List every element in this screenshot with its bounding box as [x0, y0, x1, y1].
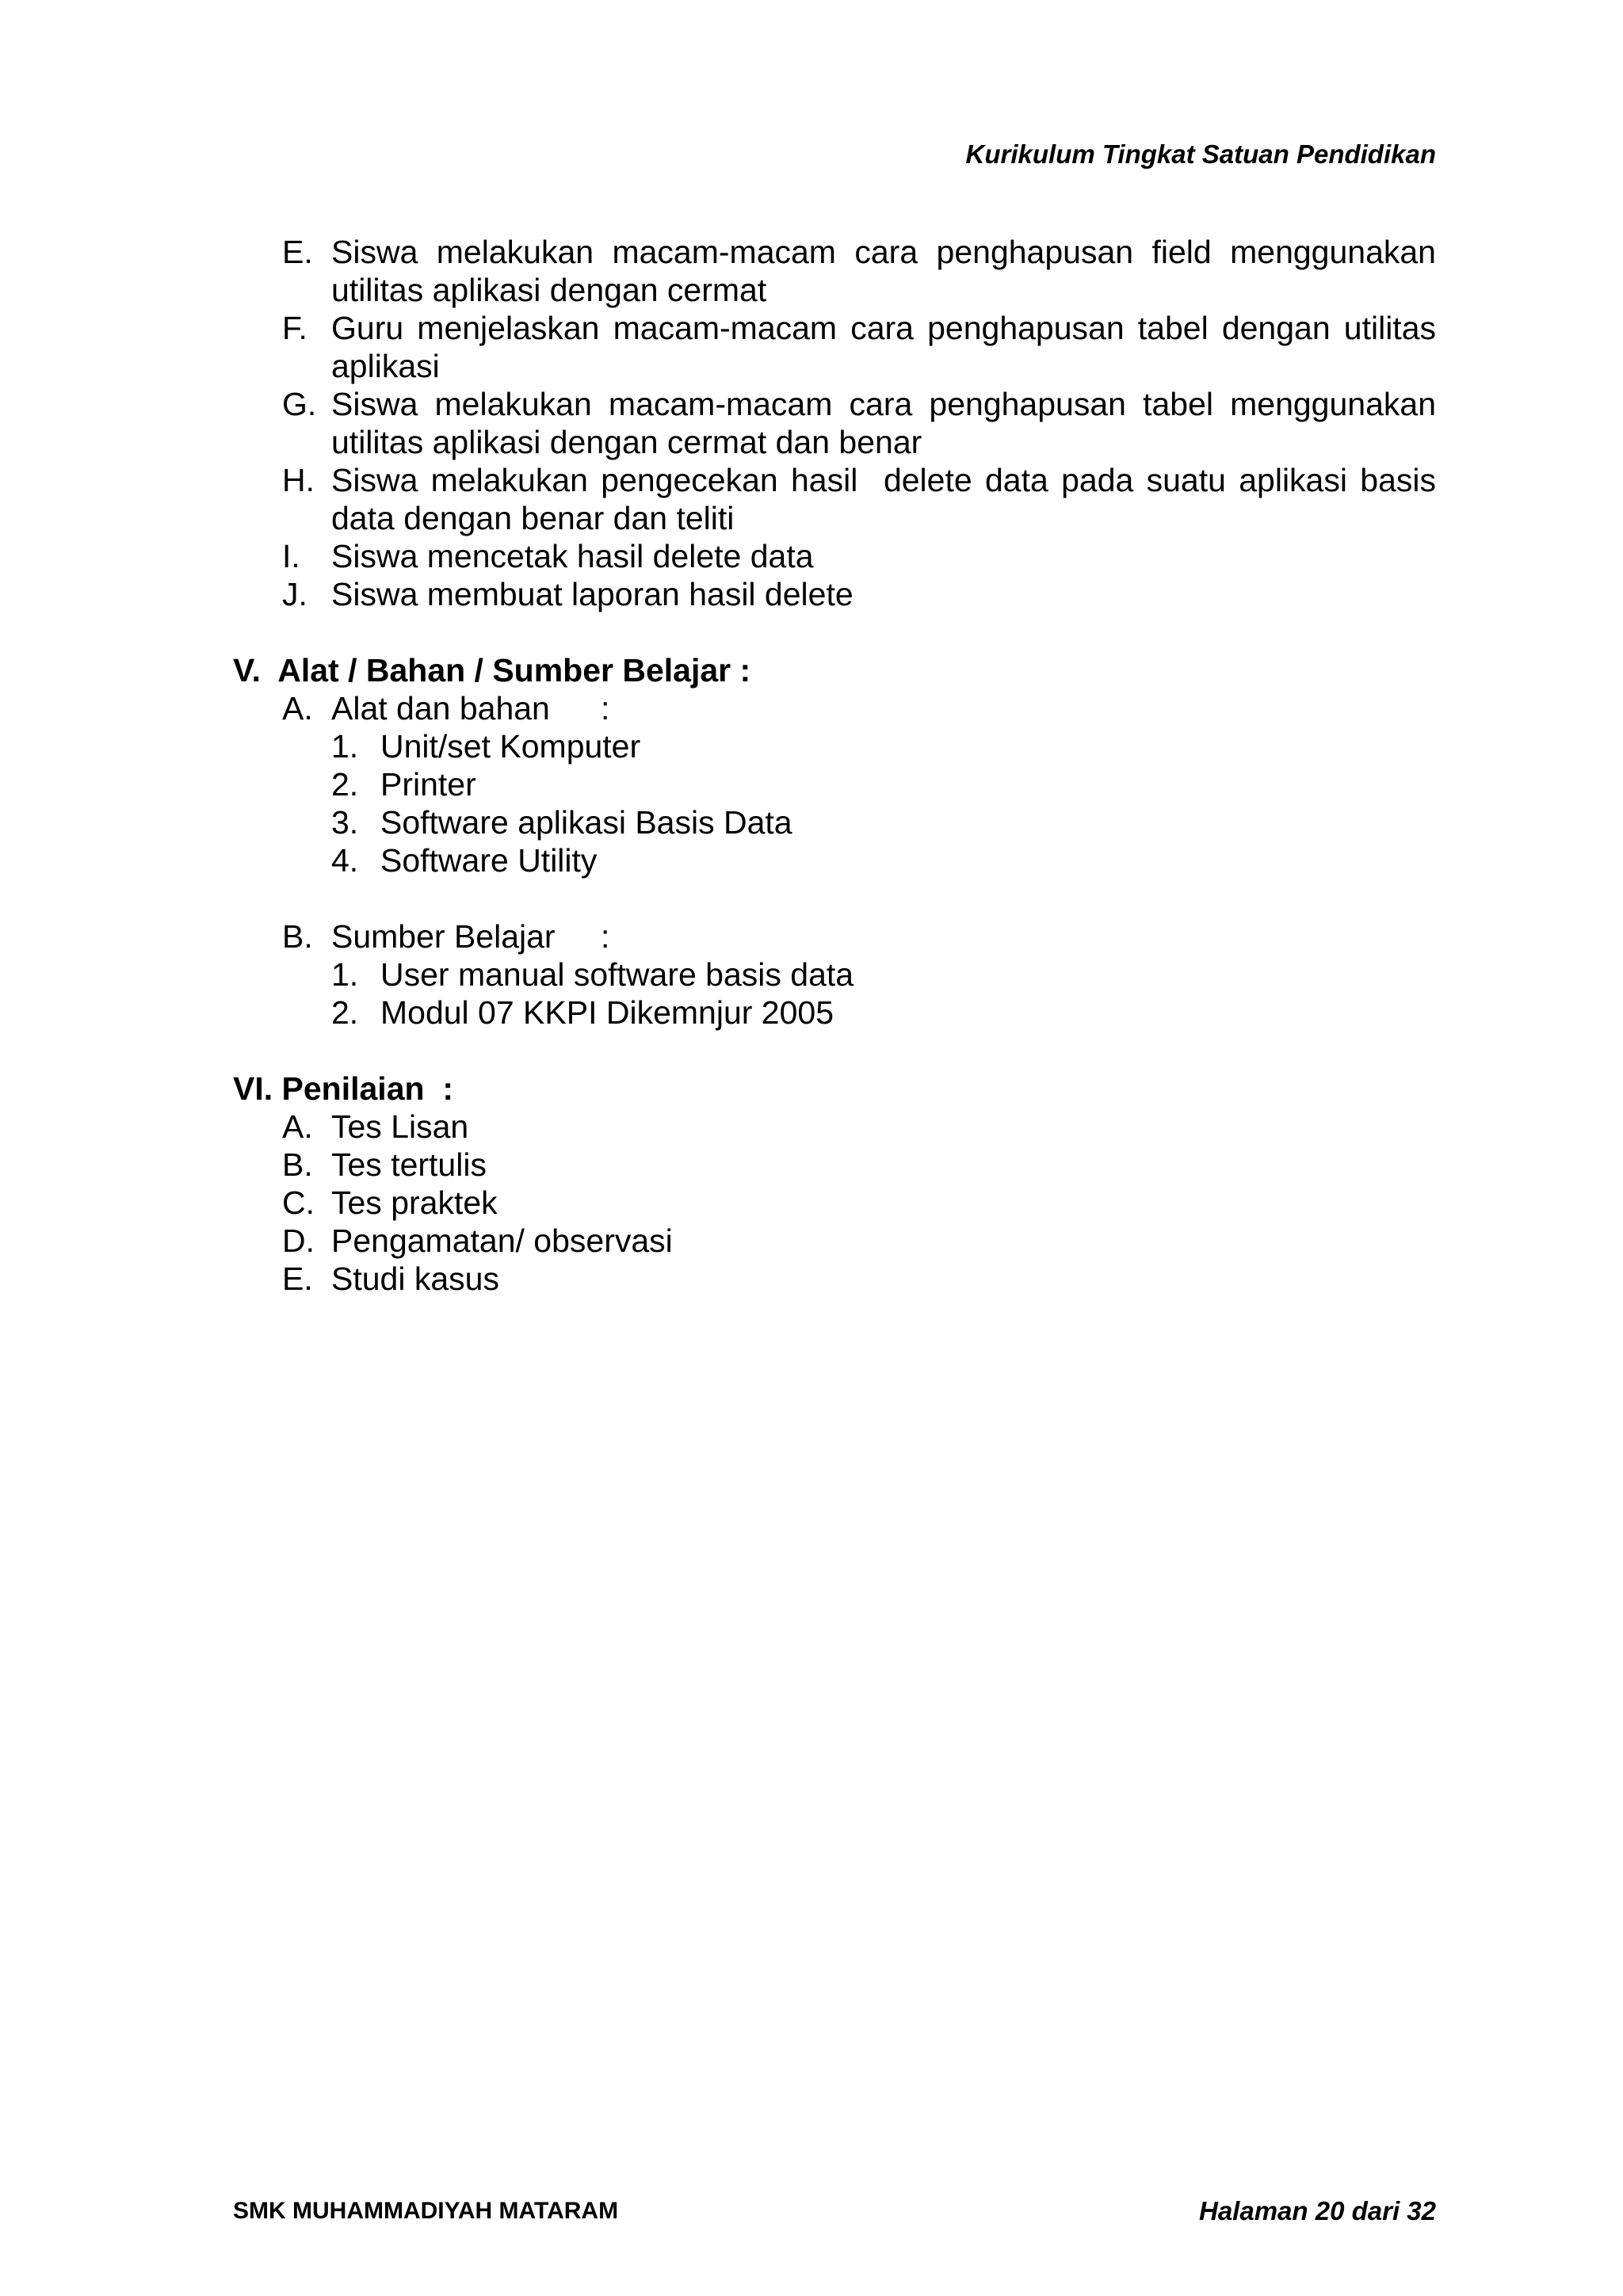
page-header-title: Kurikulum Tingkat Satuan Pendidikan — [965, 139, 1436, 169]
section-heading-alat-bahan: V. Alat / Bahan / Sumber Belajar : — [233, 652, 751, 688]
footer-school-name: SMK MUHAMMADIYAH MATARAM — [233, 2198, 619, 2224]
section-heading-penilaian: VI. Penilaian : — [233, 1070, 453, 1107]
footer-page-number: Halaman 20 dari 32 — [1199, 2196, 1436, 2225]
